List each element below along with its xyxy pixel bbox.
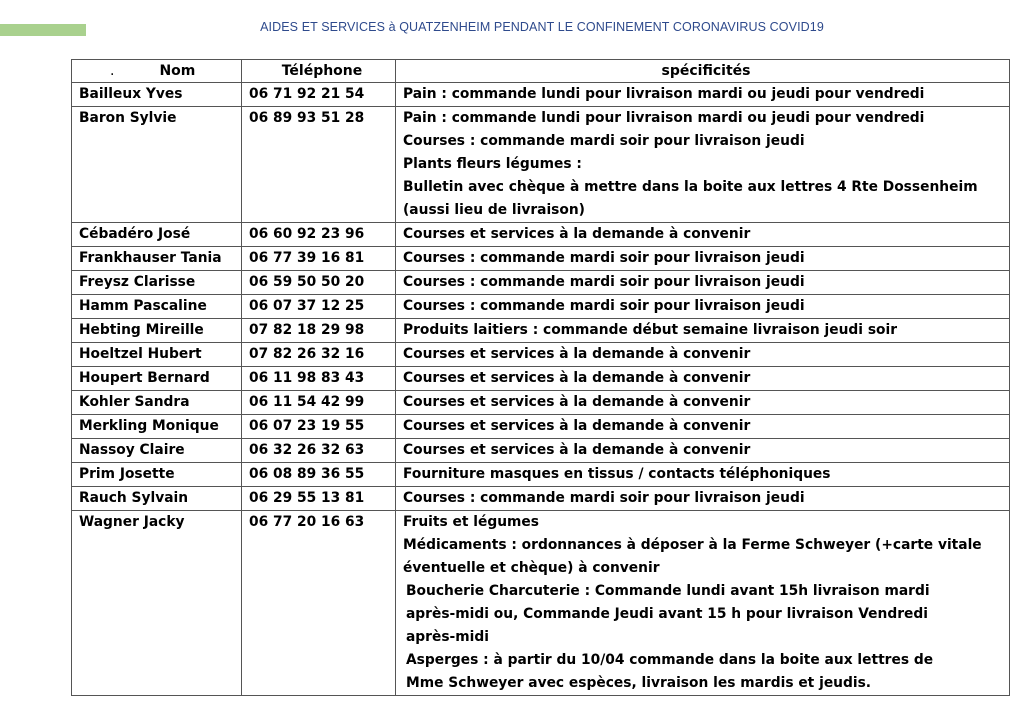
spec-line: Courses : commande mardi soir pour livraison jeudi	[403, 274, 805, 290]
cell-telephone: 06 77 39 16 81	[242, 247, 396, 271]
spec-line: Mme Schweyer avec espèces, livraison les mardis et jeudis.	[406, 675, 872, 691]
spec-line: Courses et services à la demande à convenir	[403, 418, 751, 434]
table-row	[72, 107, 1010, 223]
cell-telephone: 06 11 54 42 99	[242, 391, 396, 415]
table-row	[72, 415, 1010, 439]
spec-line: Courses : commande mardi soir pour livraison jeudi	[403, 298, 805, 314]
cell-specificites	[396, 223, 1010, 247]
spec-line: Courses : commande mardi soir pour livraison jeudi	[403, 250, 805, 266]
spec-line: après-midi ou, Commande Jeudi avant 15 h pour livraison Vendredi	[406, 606, 928, 622]
cell-telephone: 06 60 92 23 96	[242, 223, 396, 247]
cell-telephone: 06 59 50 50 20	[242, 271, 396, 295]
spec-line: Courses et services à la demande à convenir	[403, 442, 751, 458]
spec-line: Courses et services à la demande à convenir	[403, 370, 751, 386]
table-row	[72, 295, 1010, 319]
spec-line: Plants fleurs légumes :	[403, 156, 582, 172]
table-row	[72, 487, 1010, 511]
cell-telephone: 06 08 89 36 55	[242, 463, 396, 487]
column-header-nom-label: Nom	[159, 63, 196, 79]
table-row	[72, 83, 1010, 107]
table-row	[72, 343, 1010, 367]
spec-line: Fruits et légumes	[403, 514, 539, 530]
cell-telephone: 06 32 26 32 63	[242, 439, 396, 463]
cell-nom: Wagner Jacky	[72, 511, 242, 696]
table-row	[72, 463, 1010, 487]
document-title: AIDES ET SERVICES à QUATZENHEIM PENDANT LE CONFINEMENT CORONAVIRUS COVID19	[260, 20, 824, 34]
cell-nom: Baron Sylvie	[72, 107, 242, 223]
spec-line: éventuelle et chèque) à convenir	[403, 560, 660, 576]
cell-telephone: 06 89 93 51 28	[242, 107, 396, 223]
table-row	[72, 271, 1010, 295]
cell-specificites	[396, 295, 1010, 319]
header-dot: .	[110, 63, 115, 79]
cell-specificites	[396, 107, 1010, 223]
cell-specificites	[396, 463, 1010, 487]
cell-specificites	[396, 367, 1010, 391]
cell-specificites	[396, 271, 1010, 295]
table-row	[72, 511, 1010, 696]
spec-line: Courses et services à la demande à convenir	[403, 226, 751, 242]
spec-line: Médicaments : ordonnances à déposer à la Ferme Schweyer (+carte vitale	[403, 537, 982, 553]
spec-line: Courses : commande mardi soir pour livraison jeudi	[403, 490, 805, 506]
cell-specificites	[396, 319, 1010, 343]
table-header-row	[72, 60, 1010, 83]
cell-telephone: 06 07 37 12 25	[242, 295, 396, 319]
spec-line: Courses et services à la demande à convenir	[403, 394, 751, 410]
cell-specificites	[396, 439, 1010, 463]
cell-specificites	[396, 487, 1010, 511]
cell-telephone: 07 82 18 29 98	[242, 319, 396, 343]
table-row	[72, 439, 1010, 463]
cell-telephone: 06 29 55 13 81	[242, 487, 396, 511]
services-table	[71, 59, 1010, 696]
cell-telephone: 07 82 26 32 16	[242, 343, 396, 367]
cell-nom: Kohler Sandra	[72, 391, 242, 415]
spec-line: Courses et services à la demande à convenir	[403, 346, 751, 362]
cell-specificites	[396, 391, 1010, 415]
cell-nom: Merkling Monique	[72, 415, 242, 439]
cell-nom: Freysz Clarisse	[72, 271, 242, 295]
cell-telephone: 06 77 20 16 63	[242, 511, 396, 696]
cell-telephone: 06 71 92 21 54	[242, 83, 396, 107]
spec-line: Produits laitiers : commande début semaine livraison jeudi soir	[403, 322, 898, 338]
spec-line: Fourniture masques en tissus / contacts téléphoniques	[403, 466, 831, 482]
table-row	[72, 319, 1010, 343]
spec-line: Bulletin avec chèque à mettre dans la boite aux lettres 4 Rte Dossenheim	[403, 179, 978, 195]
cell-nom: Bailleux Yves	[72, 83, 242, 107]
cell-nom: Hamm Pascaline	[72, 295, 242, 319]
spec-line: Asperges : à partir du 10/04 commande dans la boite aux lettres de	[406, 652, 934, 668]
spec-line: après-midi	[406, 629, 489, 645]
cell-nom: Rauch Sylvain	[72, 487, 242, 511]
cell-nom: Hebting Mireille	[72, 319, 242, 343]
cell-specificites	[396, 415, 1010, 439]
cell-specificites	[396, 343, 1010, 367]
cell-nom: Prim Josette	[72, 463, 242, 487]
table-row	[72, 391, 1010, 415]
cell-nom: Houpert Bernard	[72, 367, 242, 391]
cell-telephone: 06 07 23 19 55	[242, 415, 396, 439]
cell-nom: Hoeltzel Hubert	[72, 343, 242, 367]
cell-specificites	[396, 247, 1010, 271]
cell-telephone: 06 11 98 83 43	[242, 367, 396, 391]
table-row	[72, 247, 1010, 271]
cell-nom: Nassoy Claire	[72, 439, 242, 463]
column-header-telephone: Téléphone	[242, 60, 396, 83]
cell-nom: Frankhauser Tania	[72, 247, 242, 271]
spec-line: Pain : commande lundi pour livraison mardi ou jeudi pour vendredi	[403, 86, 925, 102]
cell-nom: Cébadéro José	[72, 223, 242, 247]
cell-specificites	[396, 83, 1010, 107]
column-header-nom	[72, 60, 242, 83]
column-header-specificites: spécificités	[396, 60, 1010, 83]
spec-line: (aussi lieu de livraison)	[403, 202, 585, 218]
cell-specificites	[396, 511, 1010, 696]
table-row	[72, 223, 1010, 247]
table-row	[72, 367, 1010, 391]
spec-line: Courses : commande mardi soir pour livraison jeudi	[403, 133, 805, 149]
spec-line: Pain : commande lundi pour livraison mardi ou jeudi pour vendredi	[403, 110, 925, 126]
spec-line: Boucherie Charcuterie : Commande lundi avant 15h livraison mardi	[406, 583, 930, 599]
